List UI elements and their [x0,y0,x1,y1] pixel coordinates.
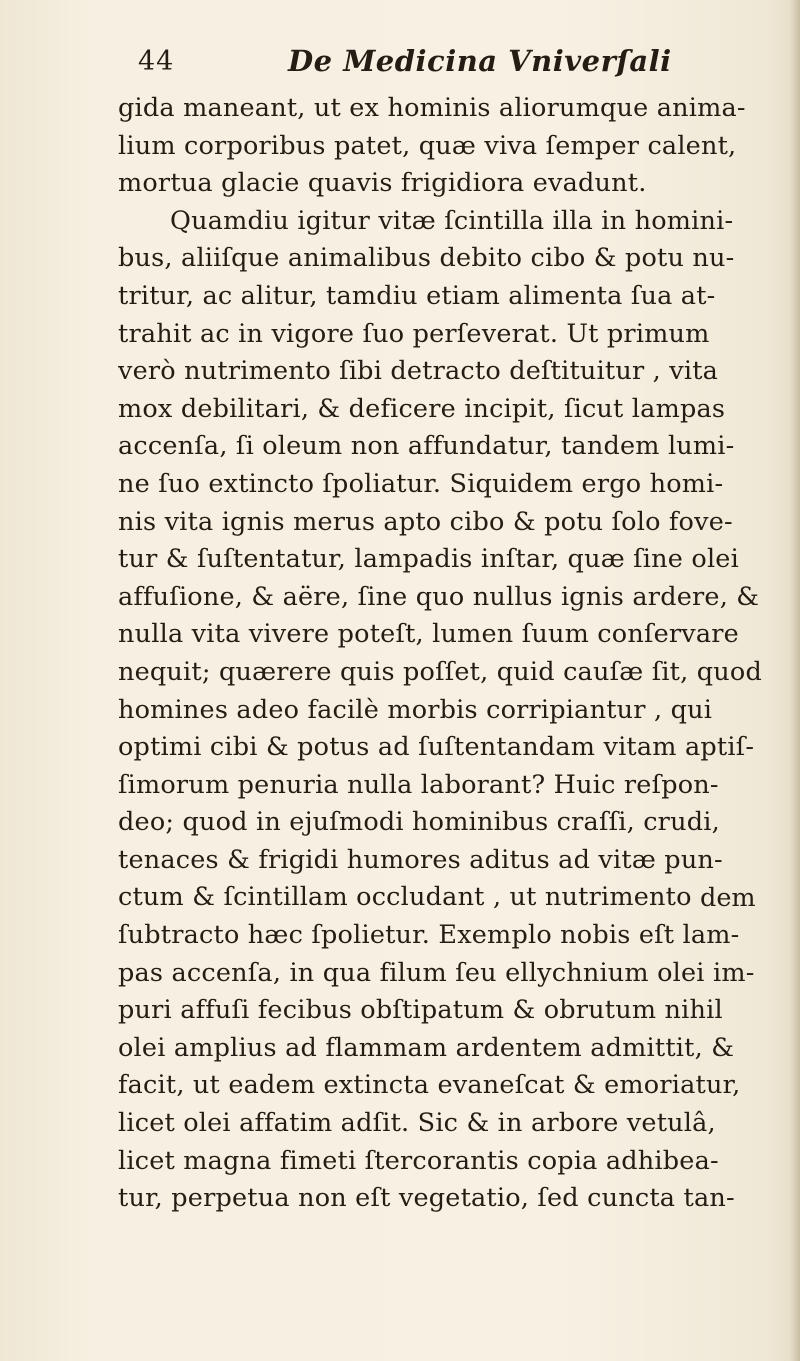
text-line: pas accenſa, in qua filum ſeu ellychnium olei im- [118,957,755,988]
text-line: ctum & ſcintillam occludant , ut nutrimento [118,882,692,913]
text-line: tritur, ac alitur, tamdiu etiam alimenta ſua at- [118,280,716,311]
text-line: verò nutrimento ſibi detracto deſtituitur , vita [118,356,719,387]
text-line: tur & ſuſtentatur, lampadis inſtar, quæ ſine olei [118,544,739,575]
text-line: homines adeo facilè morbis corripiantur , qui [118,694,713,725]
running-title: De Medicina Vniverſali [288,44,672,78]
text-line: facit, ut eadem extincta evaneſcat & emoriatur, [118,1070,741,1101]
page-number: 44 [138,46,175,77]
text-line: affuſione, & aëre, ſine quo nullus ignis ardere, & [118,581,760,612]
text-line: mox debilitari, & deficere incipit, ſicut lampas [118,393,726,424]
text-line: gida maneant, ut ex hominis aliorumque anima- [118,93,746,123]
page-edge-shadow [790,0,800,1361]
text-line: ne ſuo extincto ſpoliatur. Siquidem ergo homi- [118,468,724,499]
text-line: trahit ac in vigore ſuo perſeverat. Ut primum [118,318,710,349]
text-line: Quamdiu igitur vitæ ſcintilla illa in homini- [170,205,734,236]
text-line: mortua glacie quavis frigidiora evadunt. [118,168,647,199]
text-line: optimi cibi & potus ad ſuſtentandam vitam aptiſ- [118,732,755,763]
text-line: olei amplius ad flammam ardentem admittit, & [118,1032,735,1063]
text-line: nulla vita vivere poteſt, lumen ſuum conſervare [118,619,739,650]
text-line: licet olei affatim adſit. Sic & in arbore vetulâ, [118,1108,716,1139]
text-line: lium corporibus patet, quæ viva ſemper calent, [118,130,737,161]
page-header [128,40,788,90]
text-line: nequit; quærere quis poſſet, quid cauſæ ſit, quod [118,656,762,687]
text-line: accenſa, ſi oleum non affundatur, tandem lumi- [118,431,735,462]
body-text [118,90,790,1218]
catchword: dem [700,883,756,913]
text-line: deo; quod in ejuſmodi hominibus craſſi, crudi, [118,807,720,838]
text-line: nis vita ignis merus apto cibo & potu ſolo fove- [118,506,733,537]
text-line: ſimorum penuria nulla laborant? Huic reſpon- [118,769,719,800]
text-line: bus, aliiſque animalibus debito cibo & potu nu- [118,243,735,274]
text-line: tur, perpetua non eſt vegetatio, ſed cuncta tan- [118,1183,735,1214]
text-line: licet magna fimeti ſtercorantis copia adhibea- [118,1145,719,1176]
text-line: tenaces & frigidi humores aditus ad vitæ pun- [118,844,723,875]
text-line: ſubtracto hæc ſpolietur. Exemplo nobis eſt lam- [118,920,740,951]
text-line: puri affuſi fecibus obſtipatum & obrutum nihil [118,995,723,1026]
